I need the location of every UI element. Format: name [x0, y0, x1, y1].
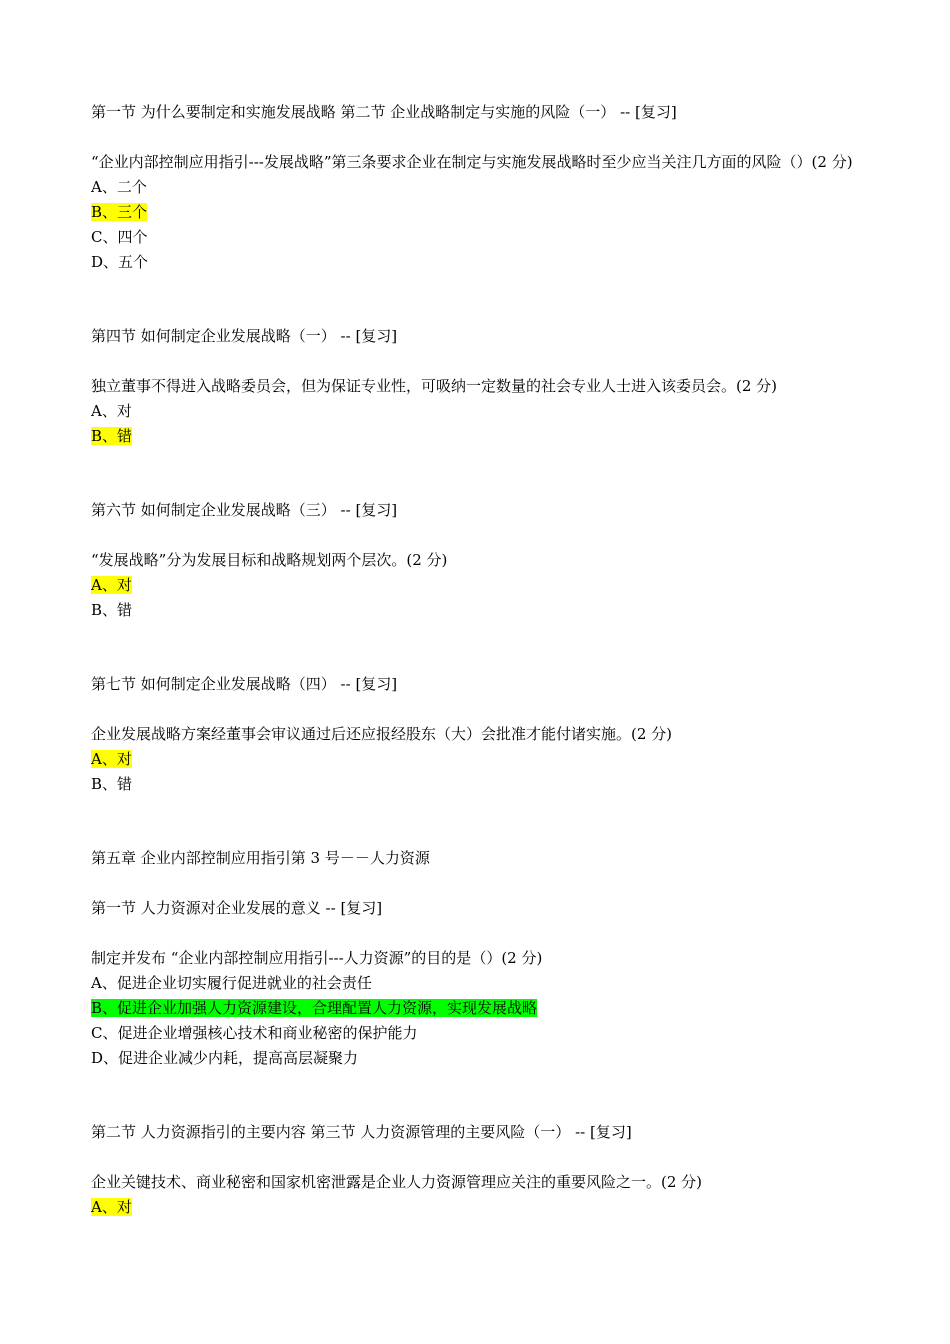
question-text: “企业内部控制应用指引---发展战略”第三条要求企业在制定与实施发展战略时至少应当关注几方面的风险（）(2 分): [91, 153, 853, 171]
question-block: [91, 100, 861, 275]
question-text: “发展战略”分为发展目标和战略规划两个层次。(2 分): [91, 551, 448, 569]
option-b: [91, 996, 861, 1021]
option-b: B、错: [91, 601, 133, 619]
option-d: D、五个: [91, 253, 149, 271]
answer-highlight: A、对: [91, 750, 132, 768]
section-header: 第四节 如何制定企业发展战略（一） -- [复习]: [91, 327, 398, 345]
option-b: [91, 424, 861, 449]
question-text: 独立董事不得进入战略委员会，但为保证专业性，可吸纳一定数量的社会专业人士进入该委员会。(2 分): [91, 377, 778, 395]
option-a: [91, 573, 861, 598]
option-b: B、错: [91, 775, 133, 793]
option-a: [91, 747, 861, 772]
option-a: A、促进企业切实履行促进就业的社会责任: [91, 974, 372, 992]
section-header: 第二节 人力资源指引的主要内容 第三节 人力资源管理的主要风险（一） -- [复习]: [91, 1123, 632, 1141]
question-block: [91, 672, 861, 797]
section-header: 第七节 如何制定企业发展战略（四） -- [复习]: [91, 675, 398, 693]
question-text: 制定并发布 “企业内部控制应用指引---人力资源”的目的是（）(2 分): [91, 949, 543, 967]
answer-highlight: B、促进企业加强人力资源建设，合理配置人力资源，实现发展战略: [91, 999, 538, 1017]
option-c: C、四个: [91, 228, 148, 246]
answer-highlight: A、对: [91, 576, 132, 594]
option-b: [91, 200, 861, 225]
option-a: A、二个: [91, 178, 147, 196]
answer-highlight: B、三个: [91, 203, 148, 221]
question-block: [91, 324, 861, 449]
question-block: [91, 498, 861, 623]
answer-highlight: B、错: [91, 427, 133, 445]
chapter-title: 第五章 企业内部控制应用指引第 3 号－－人力资源: [91, 849, 430, 867]
option-a: [91, 1195, 861, 1220]
answer-highlight: A、对: [91, 1198, 132, 1216]
question-text: 企业关键技术、商业秘密和国家机密泄露是企业人力资源管理应关注的重要风险之一。(2 分): [91, 1173, 703, 1191]
question-block: [91, 846, 861, 1071]
question-text: 企业发展战略方案经董事会审议通过后还应报经股东（大）会批准才能付诸实施。(2 分): [91, 725, 673, 743]
question-block: [91, 1120, 861, 1220]
option-a: A、对: [91, 402, 132, 420]
option-d: D、促进企业减少内耗，提高高层凝聚力: [91, 1049, 359, 1067]
section-header: 第六节 如何制定企业发展战略（三） -- [复习]: [91, 501, 398, 519]
document-page: [91, 100, 861, 1220]
section-header: 第一节 人力资源对企业发展的意义 -- [复习]: [91, 899, 383, 917]
option-c: C、促进企业增强核心技术和商业秘密的保护能力: [91, 1024, 418, 1042]
section-header: 第一节 为什么要制定和实施发展战略 第二节 企业战略制定与实施的风险（一） -- [复习]: [91, 103, 677, 121]
